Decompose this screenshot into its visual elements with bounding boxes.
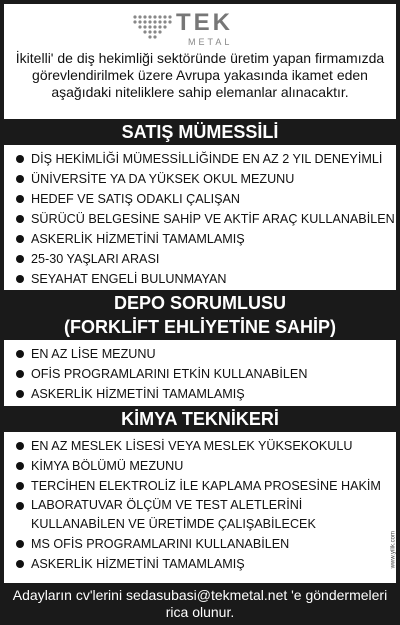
list-item-text: SÜRÜCÜ BELGESİNE SAHİP VE AKTİF ARAÇ KULLANABİLEN [31,212,395,226]
bullet-icon [16,155,24,163]
bullet-icon [16,370,24,378]
bullet-icon [16,350,24,358]
ad-content-panel [4,4,396,583]
section-title: SATIŞ MÜMESSİLİ [121,122,279,142]
list-item [16,229,392,249]
bullet-icon [16,275,24,283]
section-header-chemistry-technician [4,406,396,432]
list-item-text: ASKERLİK HİZMETİNİ TAMAMLAMIŞ [31,232,245,246]
bullet-icon [16,560,24,568]
chemistry-technician-requirements [4,436,396,574]
list-item [16,534,392,554]
list-item [16,249,392,269]
company-logo [4,9,396,50]
list-item [16,364,392,384]
list-item-text: EN AZ LİSE MEZUNU [31,347,156,361]
sales-rep-requirements [4,149,396,289]
bullet-icon [16,462,24,470]
list-item-text: OFİS PROGRAMLARINI ETKİN KULLANABİLEN [31,367,308,381]
list-item-text: EN AZ MESLEK LİSESİ VEYA MESLEK YÜKSEKOKULU [31,439,353,453]
bullet-icon [16,442,24,450]
bullet-icon [16,255,24,263]
bullet-icon [16,540,24,548]
list-item [16,149,392,169]
section-subtitle: (FORKLİFT EHLİYETİNE SAHİP) [64,317,336,337]
list-item [16,554,392,574]
list-item-text: KİMYA BÖLÜMÜ MEZUNU [31,459,184,473]
list-item-text: 25-30 YAŞLARI ARASI [31,252,160,266]
list-item-text: LABORATUVAR ÖLÇÜM VE TEST ALETLERİNİ KULLANABİLEN VE ÜRETİMDE ÇALIŞABİLECEK [31,498,316,531]
logo-wordmark: TEK [176,9,233,36]
list-item [16,209,395,229]
bullet-icon [16,482,24,490]
list-item-text: ASKERLİK HİZMETİNİ TAMAMLAMIŞ [31,387,245,401]
list-item-text: DİŞ HEKİMLİĞİ MÜMESSİLLİĞİNDE EN AZ 2 YIL DENEYİMLİ [31,152,383,166]
list-item [16,189,392,209]
intro-paragraph: İkitelli' de diş hekimliği sektöründe üretim yapan firmamızda görevlendirilmek üzere Avrupa yakasında ikamet eden aşağıdaki niteliklere sahip elemanlar alınacaktır. [15,50,385,100]
application-footer: Adayların cv'lerini sedasubasi@tekmetal.net 'e göndermeleri rica olunur. [12,587,388,620]
bullet-icon [16,215,24,223]
list-item-text: ASKERLİK HİZMETİNİ TAMAMLAMIŞ [31,557,245,571]
list-item [16,496,392,534]
list-item [16,476,392,496]
section-title: KİMYA TEKNİKERİ [121,409,279,429]
bullet-icon [16,235,24,243]
list-item [16,436,392,456]
list-item-text: TERCİHEN ELEKTROLİZ İLE KAPLAMA PROSESİNE HAKİM [31,479,381,493]
bullet-icon [16,175,24,183]
list-item-text: SEYAHAT ENGELİ BULUNMAYAN [31,272,227,286]
list-item-text: ÜNİVERSİTE YA DA YÜKSEK OKUL MEZUNU [31,172,295,186]
bullet-icon [16,195,24,203]
warehouse-requirements [4,344,396,404]
list-item-text: MS OFİS PROGRAMLARINI KULLANABİLEN [31,537,290,551]
section-title: DEPO SORUMLUSU [113,293,286,313]
list-item [16,169,392,189]
list-item [16,456,392,476]
section-header-warehouse [4,290,396,340]
list-item [16,269,392,289]
bullet-icon [16,502,24,510]
bullet-icon [16,390,24,398]
section-header-sales-rep [4,119,396,145]
logo-subtitle: METAL [188,37,233,47]
list-item-text: HEDEF VE SATIŞ ODAKLI ÇALIŞAN [31,192,241,206]
source-watermark: www.yilik.com [390,531,396,569]
list-item [16,384,392,404]
list-item [16,344,392,364]
logo-dot-grid-icon [132,14,172,40]
